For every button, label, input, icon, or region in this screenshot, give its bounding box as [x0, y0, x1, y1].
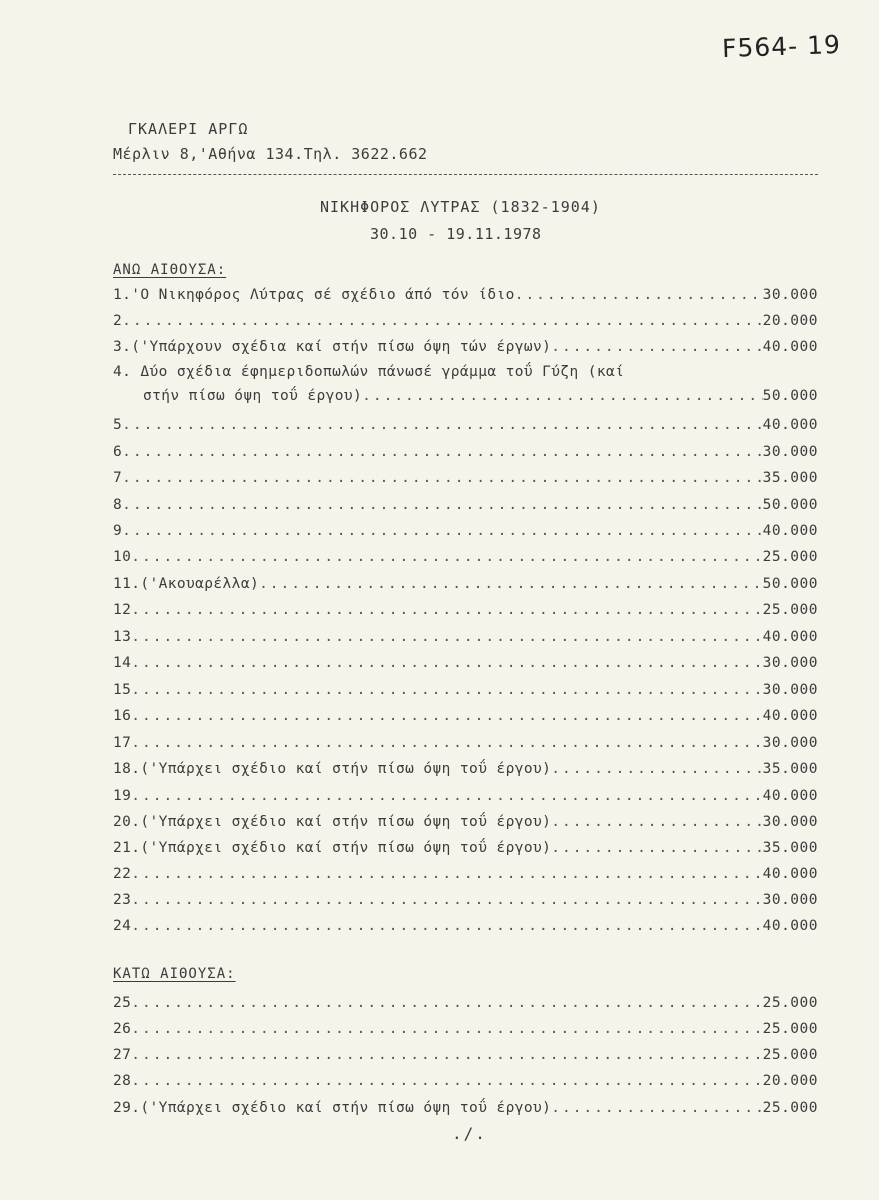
list-item [113, 545, 818, 565]
item-label: 23 [113, 892, 132, 908]
item-price: 40.000 [762, 788, 818, 804]
list-item [113, 784, 818, 804]
list-item [113, 598, 818, 618]
item-price: 25.000 [762, 549, 818, 565]
item-label: 26 [113, 1021, 132, 1037]
item-label: 1.'Ο Νικηφόρος Λύτρας σέ σχέδιο άπό τόν ίδιο [113, 287, 515, 303]
item-price: 30.000 [762, 287, 818, 303]
list-item [113, 1043, 818, 1063]
archive-handwritten-note: F564- 19 [721, 29, 842, 64]
list-item [113, 1017, 818, 1037]
item-label: 18.('Υπάρχει σχέδιο καί στήν πίσω όψη τοΰ έργου) [113, 761, 552, 777]
item-price: 35.000 [762, 761, 818, 777]
item-label: 15 [113, 682, 132, 698]
list-item [113, 384, 818, 404]
item-label: 25 [113, 995, 132, 1011]
exhibition-dates: 30.10 - 19.11.1978 [370, 225, 542, 243]
item-price: 40.000 [762, 918, 818, 934]
item-price: 20.000 [762, 1073, 818, 1089]
list-item [113, 466, 818, 486]
item-price: 40.000 [762, 417, 818, 433]
item-label: 29.('Υπάρχει σχέδιο καί στήν πίσω όψη τοΰ έργου) [113, 1100, 552, 1116]
gallery-address: Μέρλιν 8,'Αθήνα 134.Τηλ. 3622.662 [113, 145, 428, 163]
item-label: 24 [113, 918, 132, 934]
item-label: 14 [113, 655, 132, 671]
item-label: 9 [113, 523, 123, 539]
item-price: 35.000 [762, 470, 818, 486]
item-label: 11.('Ακουαρέλλα) [113, 576, 260, 592]
item-label: 2 [113, 313, 123, 329]
list-item [113, 914, 818, 934]
item-label-continued: στήν πίσω όψη τοΰ έργου) [143, 388, 363, 404]
list-item [113, 309, 818, 329]
item-price: 50.000 [762, 576, 818, 592]
item-price: 30.000 [762, 655, 818, 671]
list-item [113, 704, 818, 724]
item-label: 28 [113, 1073, 132, 1089]
item-label: 27 [113, 1047, 132, 1063]
list-item [113, 1069, 818, 1089]
item-price: 30.000 [762, 735, 818, 751]
item-price: 30.000 [762, 892, 818, 908]
item-price: 25.000 [762, 1100, 818, 1116]
item-label: 5 [113, 417, 123, 433]
list-item [113, 625, 818, 645]
item-price: 25.000 [762, 602, 818, 618]
list-item [113, 651, 818, 671]
item-label: 8 [113, 497, 123, 513]
item-label: 10 [113, 549, 132, 565]
item-price: 25.000 [762, 1047, 818, 1063]
item-price: 40.000 [762, 629, 818, 645]
item-label: 7 [113, 470, 123, 486]
item-label: 17 [113, 735, 132, 751]
list-item [113, 731, 818, 751]
item-label: 21.('Υπάρχει σχέδιο καί στήν πίσω όψη τοΰ έργου) [113, 840, 552, 856]
item-price: 40.000 [762, 708, 818, 724]
list-item [113, 440, 818, 460]
list-item [113, 519, 818, 539]
item-label: 13 [113, 629, 132, 645]
continuation-mark: ./. [452, 1124, 487, 1143]
exhibition-title: ΝΙΚΗΦΟΡΟΣ ΛΥΤΡΑΣ (1832-1904) [320, 198, 601, 216]
list-item [113, 1096, 818, 1116]
list-item [113, 335, 818, 355]
list-item [113, 810, 818, 830]
lower-hall-heading: ΚΑΤΩ ΑΙΘΟΥΣΑ: [113, 966, 236, 982]
list-item [113, 678, 818, 698]
list-item [113, 572, 818, 592]
item-label: 22 [113, 866, 132, 882]
item-price: 40.000 [762, 866, 818, 882]
item-label: 20.('Υπάρχει σχέδιο καί στήν πίσω όψη τοΰ έργου) [113, 814, 552, 830]
list-item [113, 493, 818, 513]
item-price: 40.000 [762, 523, 818, 539]
gallery-name: ΓΚΑΛΕΡΙ ΑΡΓΩ [128, 120, 249, 138]
item-price: 35.000 [762, 840, 818, 856]
item-label: 12 [113, 602, 132, 618]
item-label: 4. Δύο σχέδια έφημεριδοπωλών πάνωσέ γράμμα τοΰ Γύζη (καί [113, 364, 625, 380]
header-divider [113, 174, 818, 175]
upper-hall-heading: ΑΝΩ ΑΙΘΟΥΣΑ: [113, 262, 227, 278]
list-item [113, 283, 818, 303]
item-price: 25.000 [762, 1021, 818, 1037]
item-price: 40.000 [762, 339, 818, 355]
list-item [113, 888, 818, 908]
item-price: 30.000 [762, 682, 818, 698]
item-price: 20.000 [762, 313, 818, 329]
list-item [113, 836, 818, 856]
list-item [113, 757, 818, 777]
item-price: 30.000 [762, 814, 818, 830]
list-item [113, 413, 818, 433]
item-price: 30.000 [762, 444, 818, 460]
item-price: 50.000 [762, 388, 818, 404]
list-item [113, 862, 818, 882]
item-label: 3.('Υπάρχουν σχέδια καί στήν πίσω όψη τών έργων) [113, 339, 552, 355]
item-label: 16 [113, 708, 132, 724]
item-label: 6 [113, 444, 123, 460]
item-price: 25.000 [762, 995, 818, 1011]
list-item [113, 991, 818, 1011]
item-label: 19 [113, 788, 132, 804]
item-price: 50.000 [762, 497, 818, 513]
